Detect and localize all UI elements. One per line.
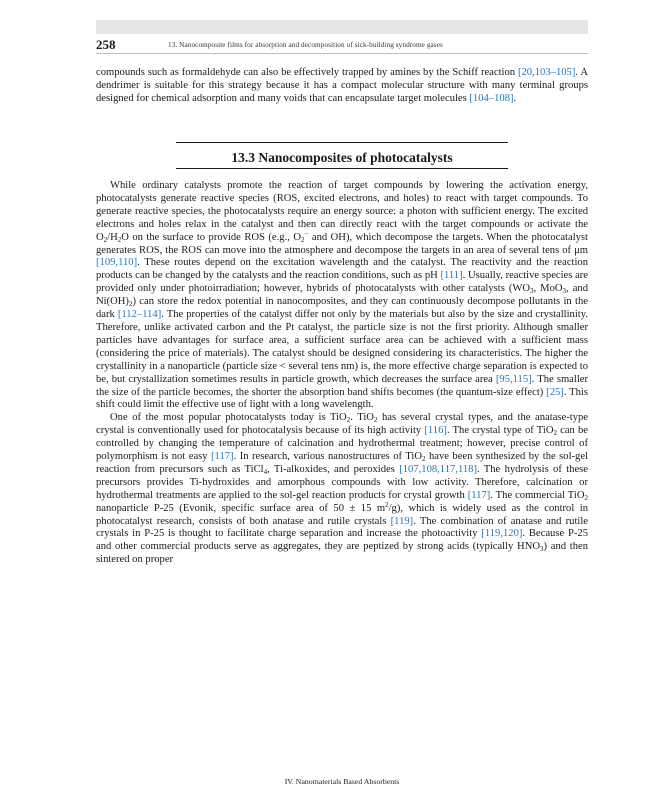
citation-link[interactable]: [117] xyxy=(467,489,491,501)
text: has several crystal types, and the anatase-type crystal is conventionally used for photocatalysis because of its high activity xyxy=(96,412,588,437)
subscript: 2 xyxy=(422,455,426,464)
citation-link[interactable]: [104–108] xyxy=(469,92,514,104)
text: . The hydrolysis of these precursors provides Ti-hydroxides and amorphous compounds with low activity. Therefore, calcination or hydrothermal treatments are applied to the sol-gel reaction products for crystal growth xyxy=(96,463,588,501)
text: ) and then sintered on proper xyxy=(96,541,588,566)
text: . A dendrimer is suitable for this strategy because it has a compact molecular structure with many terminal groups designed for chemical adsorption and many voids that can encapsulate target molecules xyxy=(96,67,588,104)
paragraph-2 xyxy=(96,412,588,567)
chapter-title: 13. Nanocomposite films for absorption and decomposition of sick-building syndrome gases xyxy=(168,41,443,49)
text: . In research, various nanostructures of TiO xyxy=(233,451,422,463)
text: , MoO xyxy=(533,283,563,295)
subscript: 3 xyxy=(540,545,544,554)
text: , Ti-alkoxides, and peroxides xyxy=(267,463,400,475)
subscript: 2 xyxy=(373,416,378,425)
section-heading: 13.3 Nanocomposites of photocatalysts xyxy=(231,150,453,165)
text: can be controlled by changing the temperature of calcination and hydrothermal treatment; however, precise control of polymorphism is not easy xyxy=(96,425,588,463)
citation-link[interactable]: [107,108,117,118] xyxy=(399,463,477,475)
text: . The crystal type of TiO xyxy=(446,425,554,437)
citation-link[interactable]: [20,103–105] xyxy=(517,67,576,78)
citation-link[interactable]: [112–114] xyxy=(117,309,162,321)
citation-link[interactable]: [95,115] xyxy=(495,373,532,385)
text: One of the most popular photocatalysts today is TiO xyxy=(110,412,347,424)
intro-paragraph xyxy=(96,67,588,106)
subscript: 2 xyxy=(346,416,351,425)
citation-link[interactable]: [117] xyxy=(211,451,234,463)
section-rule-bottom xyxy=(176,168,508,169)
subscript: 4 xyxy=(263,467,268,476)
text: and OH), which decompose the targets. When the photocatalyst generates ROS, the ROS can move into the atmosphere and decompose the targets in an area of several tens of μm xyxy=(96,231,588,256)
text: compounds such as formaldehyde can also be effectively trapped by amines by the Schiff reaction xyxy=(96,67,518,78)
header-bar xyxy=(96,20,588,34)
running-footer: IV. Nanomaterials Based Absorbents xyxy=(284,777,400,786)
body-text xyxy=(96,180,588,567)
citation-link[interactable]: [119] xyxy=(390,515,414,527)
subscript: 2 xyxy=(128,300,133,309)
subscript: 2 xyxy=(584,493,589,502)
text: . The smaller the size of the particle becomes, the shorter the absorption band shifts becomes (the quantum-size effect) xyxy=(96,373,588,398)
subscript: 2 xyxy=(300,235,305,244)
text: . The commercial TiO xyxy=(490,489,585,501)
text: . xyxy=(513,92,517,104)
section-rule-top xyxy=(176,142,508,143)
running-head xyxy=(96,37,588,54)
text: . The properties of the catalyst differ not only by the materials but also by the size and crystallinity. Therefore, unlike activated carbon and the Pt catalyst, the particle size is not the first priority. Although smaller particles have advantages for surface area, a sufficient surface area can be achieved with a sufficient mass (considering the price of materials). The catalyst should be designed considering its characteristics. The higher the crystallinity in a nanoparticle (particle size < several tens nm) is, the more effective charge separation is expected to be, but crystallization sometimes results in particle growth, which decreases the surface area xyxy=(96,309,588,385)
subscript: 3 xyxy=(530,287,534,296)
subscript: 3 xyxy=(562,287,567,296)
citation-link[interactable]: [25] xyxy=(546,386,564,398)
page-number: 258 xyxy=(96,37,116,52)
citation-link[interactable]: [116] xyxy=(424,425,447,437)
text: . Usually, reactive species are provided only under photoirradiation; however, hybrids of photocatalysts with other catalysts (WO xyxy=(96,270,589,295)
paragraph-1 xyxy=(96,180,588,412)
citation-link[interactable]: [119,120] xyxy=(481,528,523,540)
citation-link[interactable]: [111] xyxy=(440,270,463,282)
text: . TiO xyxy=(350,412,374,424)
text: , and Ni(OH) xyxy=(96,283,588,308)
text: /g), which is widely used as the control in photocatalyst research, consists of both anatase and rutile crystals xyxy=(96,502,589,527)
superscript: − xyxy=(304,229,309,238)
text: /H xyxy=(107,231,118,243)
intro-paragraph-block xyxy=(96,67,588,106)
text: . This shift could limit the effective use of light with a long wavelength. xyxy=(96,386,588,411)
text: . Because P-25 and other commercial products serve as aggregates, they are peptized by strong acids (typically HNO xyxy=(96,528,588,553)
subscript: 2 xyxy=(553,429,557,438)
text: . These routes depend on the excitation wavelength and the catalyst. The reactivity and the reaction products can be changed by the catalysts and the reaction conditions, such as pH xyxy=(96,257,588,282)
text: . The combination of anatase and rutile crystals in P-25 is thought to facilitate charge separation and increase the photoactivity xyxy=(96,515,588,540)
subscript: 2 xyxy=(117,235,122,244)
text: nanoparticle P-25 (Evonik, specific surface area of 50 ± 15 m xyxy=(96,502,386,514)
subscript: 2 xyxy=(103,235,108,244)
superscript: 2 xyxy=(385,500,389,509)
text: ) can store the redox potential in nanocomposites, and they can continuously decompose pollutants in the dark xyxy=(96,296,588,321)
citation-link[interactable]: [109,110] xyxy=(96,257,138,269)
text: While ordinary catalysts promote the reaction of target compounds by lowering the activation energy, photocatalysts generate reactive species (ROS, excited electrons, and holes) to react with target compounds. To generate reactive species, the photocatalysts require an energy source: a photon with sufficient energy. The excited electrons and holes relax in the catalyst and then can directly react with the target compounds or activate the O xyxy=(96,180,588,243)
text: have been synthesized by the sol-gel reaction from precursors such as TiCl xyxy=(96,451,588,475)
text: O on the surface to provide ROS (e.g., O xyxy=(121,231,301,243)
